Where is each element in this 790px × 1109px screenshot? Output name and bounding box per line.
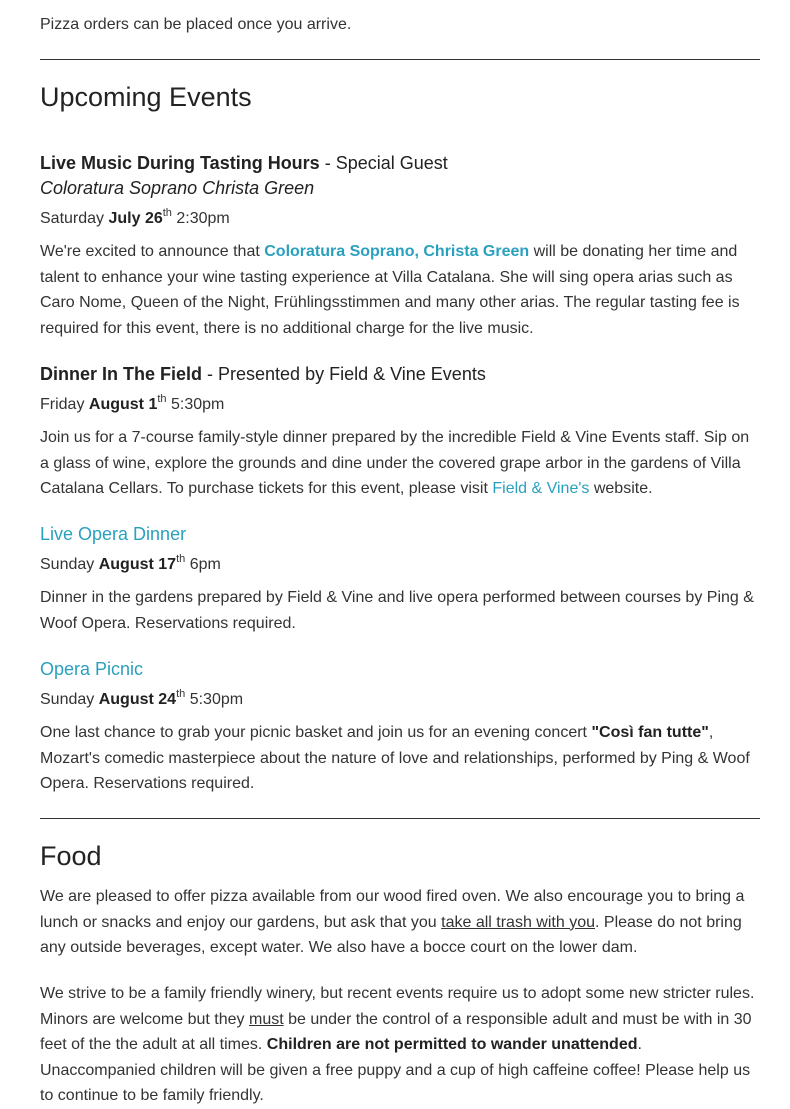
policy-text: We strive to be a family friendly winery, but recent events require us to adopt some new stricter rules. Minors are welcome but they (40, 985, 755, 1028)
event-date-value: August 24 (98, 691, 177, 708)
event-date (40, 688, 760, 712)
food-text: . Please do not bring any outside beverages, except water. We also have a bocce court on the lower dam. (40, 913, 742, 956)
event-title (40, 362, 760, 387)
event-subtitle: Coloratura Soprano Christa Green (40, 178, 315, 198)
event-description (40, 425, 760, 502)
food-heading: Food (40, 841, 102, 871)
children-warning: Children are not permitted to wander unattended (266, 1036, 638, 1053)
desc-text: Join us for a 7-course family-style dinner prepared by the incredible Field & Vine Events staff. Sip on a glass of wine, explore the grounds and dine under the covered grape arbor in the gardens of Villa Catalana Cellars. To purchase tickets for this event, please visit (40, 429, 750, 497)
food-text: We are pleased to offer pizza available from our wood fired oven. We also encourage you to bring a lunch or snacks and enjoy our gardens, but ask that you (40, 888, 745, 931)
desc-text: , Mozart's comedic masterpiece about the nature of love and relationships, performed by Ping & Woof Opera. Reservations required. (40, 724, 750, 792)
cosi-fan-tutte-title: "Così fan tutte" (591, 724, 709, 741)
event-title-suffix: - Special Guest (319, 153, 448, 173)
desc-text: website. (589, 480, 653, 497)
divider-food (40, 818, 760, 819)
trash-note: take all trash with you (441, 913, 595, 931)
event-date-value: August 1 (88, 396, 158, 413)
upcoming-events-heading: Upcoming Events (40, 82, 252, 112)
field-and-vine-link[interactable]: Field & Vine's (492, 480, 590, 497)
event-description (40, 720, 760, 797)
policy-text: . Unaccompanied children will be given a free puppy and a cup of high caffeine coffee! Please help us to continue to be family friendly. (40, 1036, 751, 1104)
policy-text: be under the control of a responsible adult and must be with in 30 feet of the the adult at all times. (40, 1010, 752, 1053)
event-date (40, 393, 760, 417)
event-date-suffix: th (176, 553, 186, 565)
event-description: Dinner in the gardens prepared by Field & Vine and live opera performed between courses by Ping & Woof Opera. Reservations required. (40, 589, 754, 632)
desc-text: We're excited to announce that (40, 243, 265, 260)
event-date-suffix: th (157, 393, 167, 405)
event-day: Sunday (40, 556, 99, 573)
event-date-suffix: th (176, 688, 186, 700)
family-policy-paragraph (40, 981, 760, 1109)
event-day: Friday (40, 396, 89, 413)
event-date-value: August 17 (98, 556, 177, 573)
event-time: 5:30pm (185, 691, 244, 708)
event-date (40, 207, 760, 231)
event-live-opera-dinner (40, 522, 760, 636)
desc-text: will be donating her time and talent to enhance your wine tasting experience at Villa Catalana. She will sing opera arias such as Caro Nome, Queen of the Night, Frühlingsstimmen and many other arias. The regular tasting fee is required for this event, there is no additional charge for the live music. (40, 243, 740, 337)
event-live-music (40, 151, 760, 341)
event-date-value: July 26 (108, 210, 163, 227)
event-time: 2:30pm (171, 210, 230, 227)
event-dinner-in-the-field (40, 362, 760, 502)
event-title-suffix: - Presented by Field & Vine Events (202, 364, 486, 384)
divider-top (40, 59, 760, 60)
event-description (40, 239, 760, 341)
event-time: 5:30pm (166, 396, 225, 413)
event-date (40, 553, 760, 577)
event-title-main: Dinner In The Field (40, 364, 203, 384)
event-opera-picnic (40, 657, 760, 797)
event-day: Sunday (40, 691, 99, 708)
desc-text: One last chance to grab your picnic basket and join us for an evening concert (40, 724, 592, 741)
live-opera-dinner-link[interactable]: Live Opera Dinner (40, 524, 187, 544)
event-day: Saturday (40, 210, 109, 227)
food-paragraph (40, 884, 760, 961)
christa-green-link[interactable]: Coloratura Soprano, Christa Green (264, 243, 530, 260)
event-time: 6pm (185, 556, 221, 573)
event-date-suffix: th (162, 207, 172, 219)
pizza-orders-note: Pizza orders can be placed once you arrive. (40, 16, 352, 33)
opera-picnic-link[interactable]: Opera Picnic (40, 659, 144, 679)
event-title (40, 151, 760, 176)
event-title-main: Live Music During Tasting Hours (40, 153, 320, 173)
must-emphasis: must (248, 1010, 284, 1028)
